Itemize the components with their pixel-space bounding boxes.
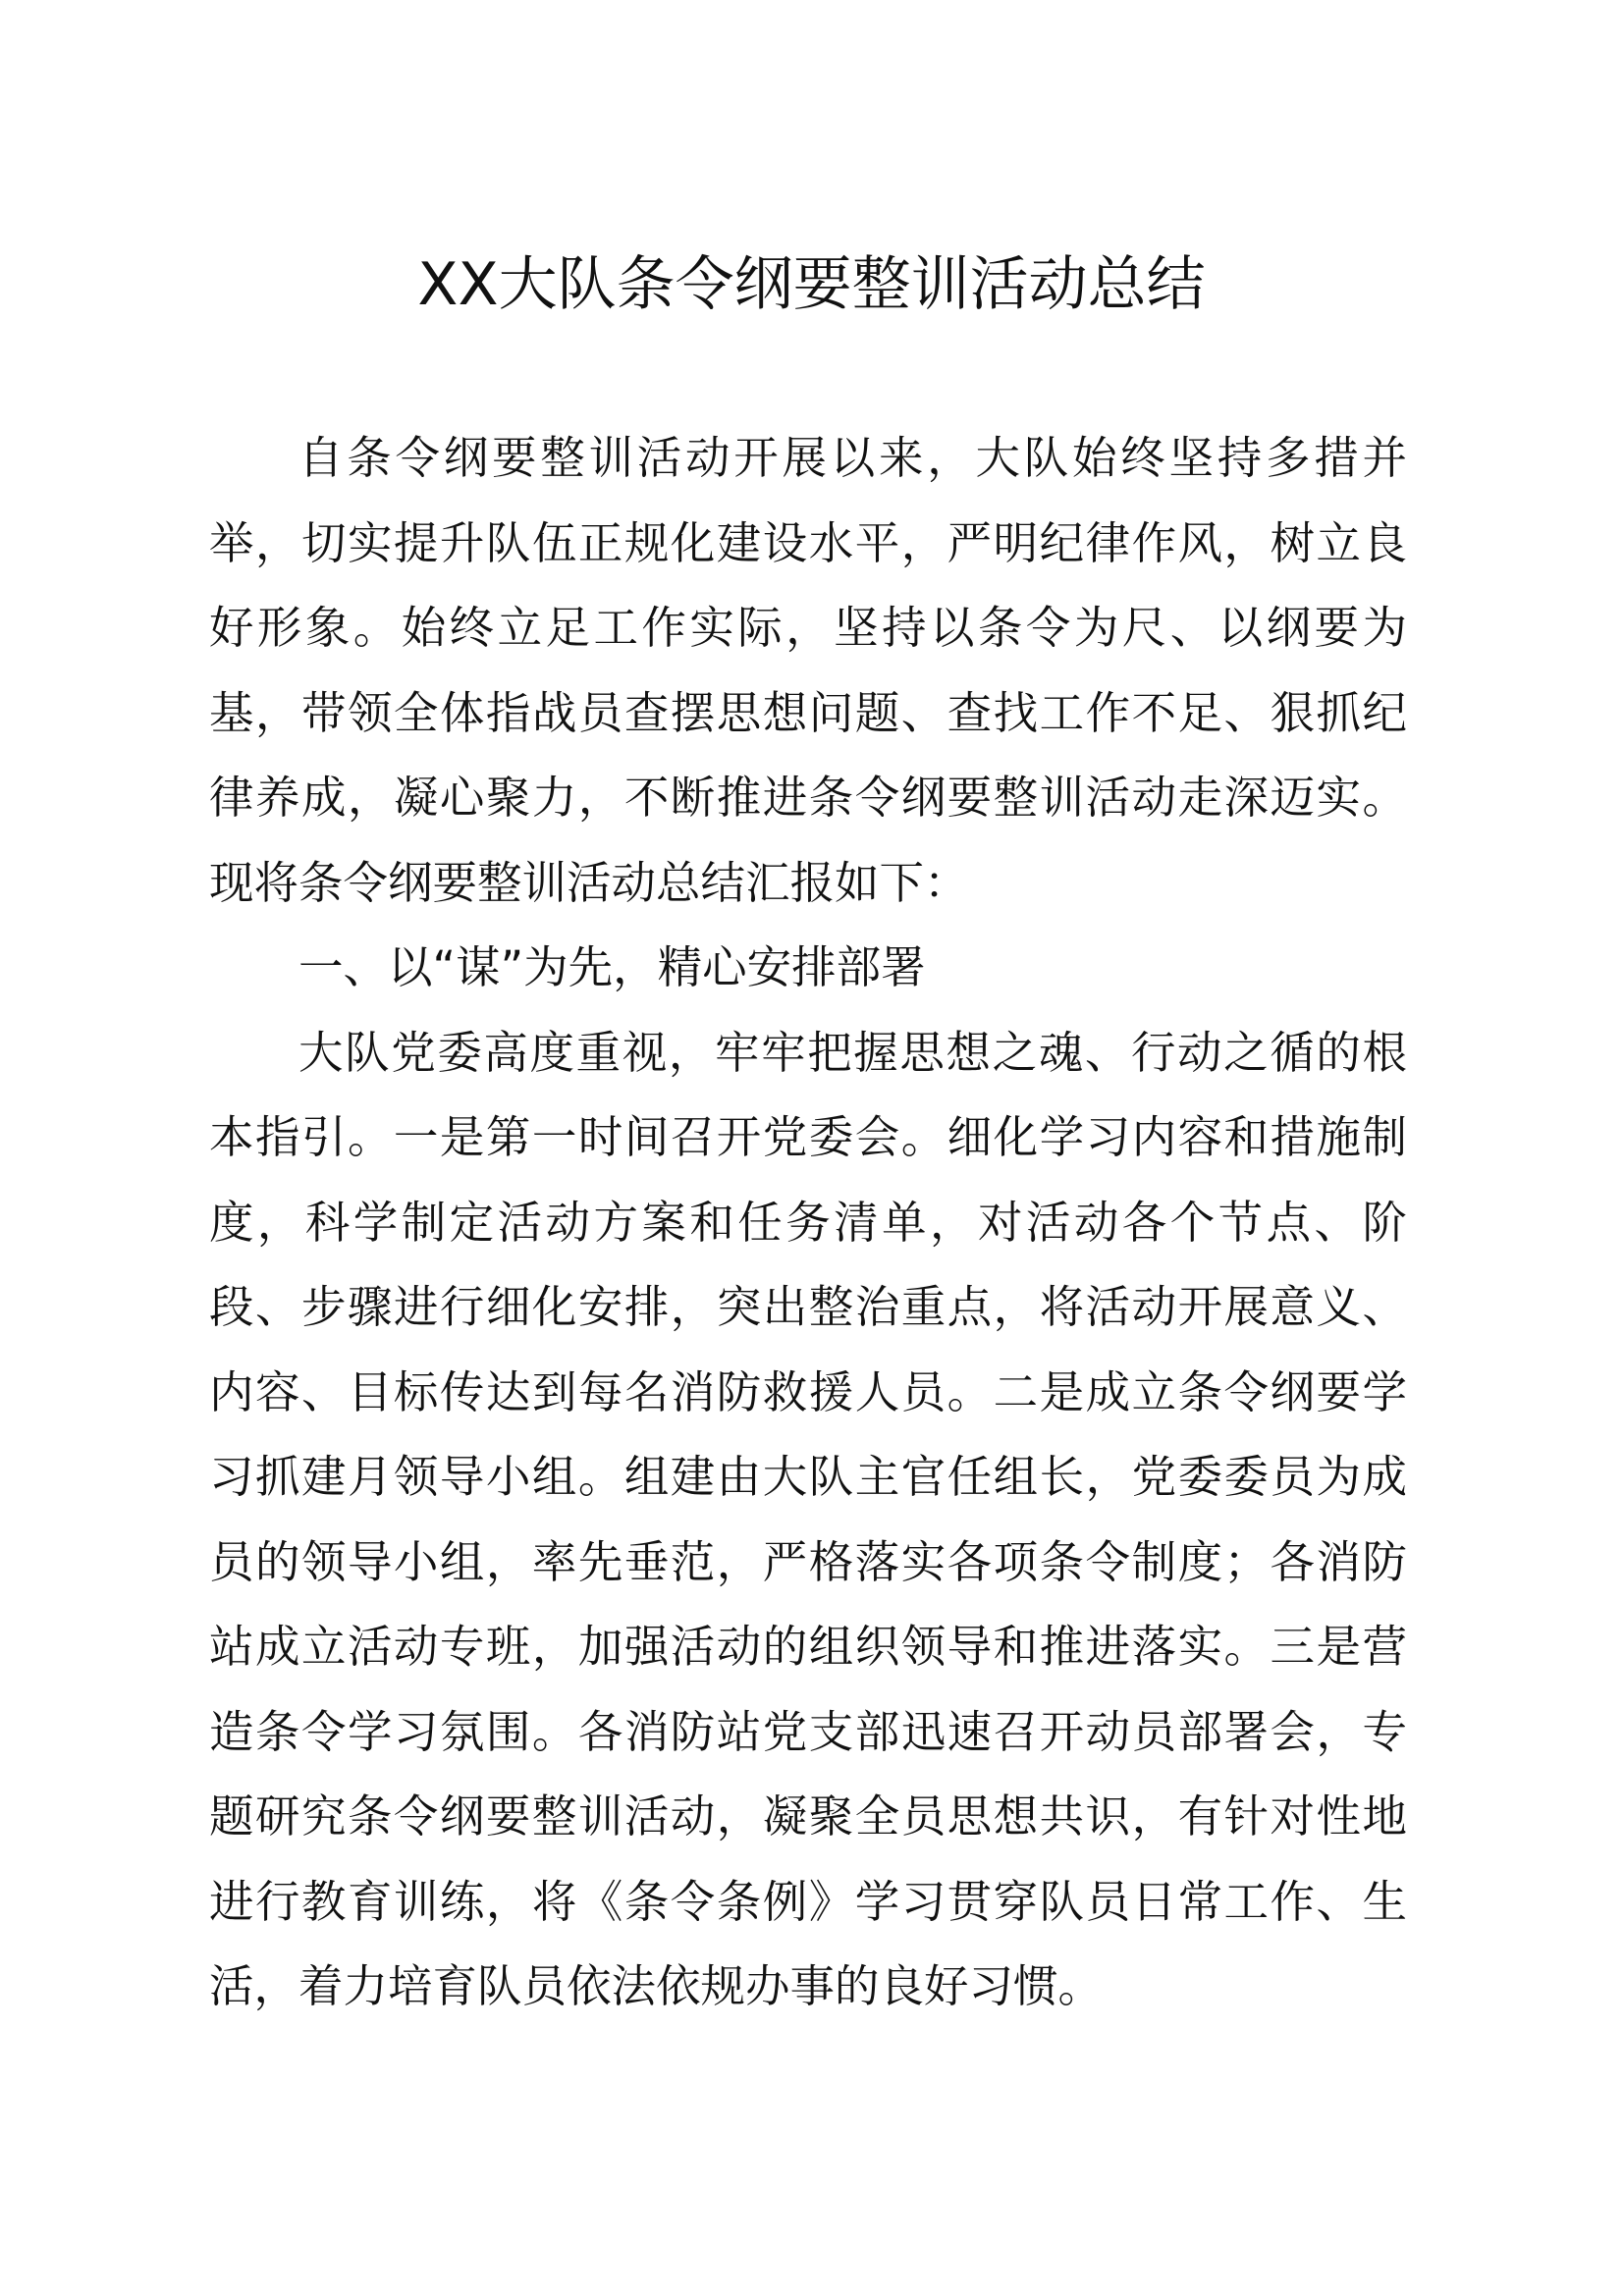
section-heading: 一、以“谋”为先，精心安排部署 — [298, 941, 926, 993]
intro-paragraph: 自条令纲要整训活动开展以来，大队始终坚持多措并举，切实提升队伍正规化建设水平，严明纪律作风，树立良好形象。始终立足工作实际，坚持以条令为尺、以纲要为基，带领全体指战员查摆思想问题、查找工作不足、狠抓纪律养成，凝心聚力，不断推进条令纲要整训活动走深迈实。现将条令纲要整训活动总结汇报如下： — [209, 432, 1407, 909]
document-title: XX大队条令纲要整训活动总结 — [417, 250, 1206, 319]
section-paragraph: 大队党委高度重视，牢牢把握思想之魂、行动之循的根本指引。一是第一时间召开党委会。细化学习内容和措施制度，科学制定活动方案和任务清单，对活动各个节点、阶段、步骤进行细化安排，突出整治重点，将活动开展意义、内容、目标传达到每名消防救援人员。二是成立条令纲要学习抓建月领导小组。组建由大队主官任组长，党委委员为成员的领导小组，率先垂范，严格落实各项条令制度；各消防站成立活动专班，加强活动的组织领导和推进落实。三是营造条令学习氛围。各消防站党支部迅速召开动员部署会，专题研究条令纲要整训活动，凝聚全员思想共识，有针对性地进行教育训练，将《条令条例》学习贯穿队员日常工作、生活，着力培育队员依法依规办事的良好习惯。 — [209, 1026, 1407, 2012]
document-body — [209, 416, 1407, 2030]
